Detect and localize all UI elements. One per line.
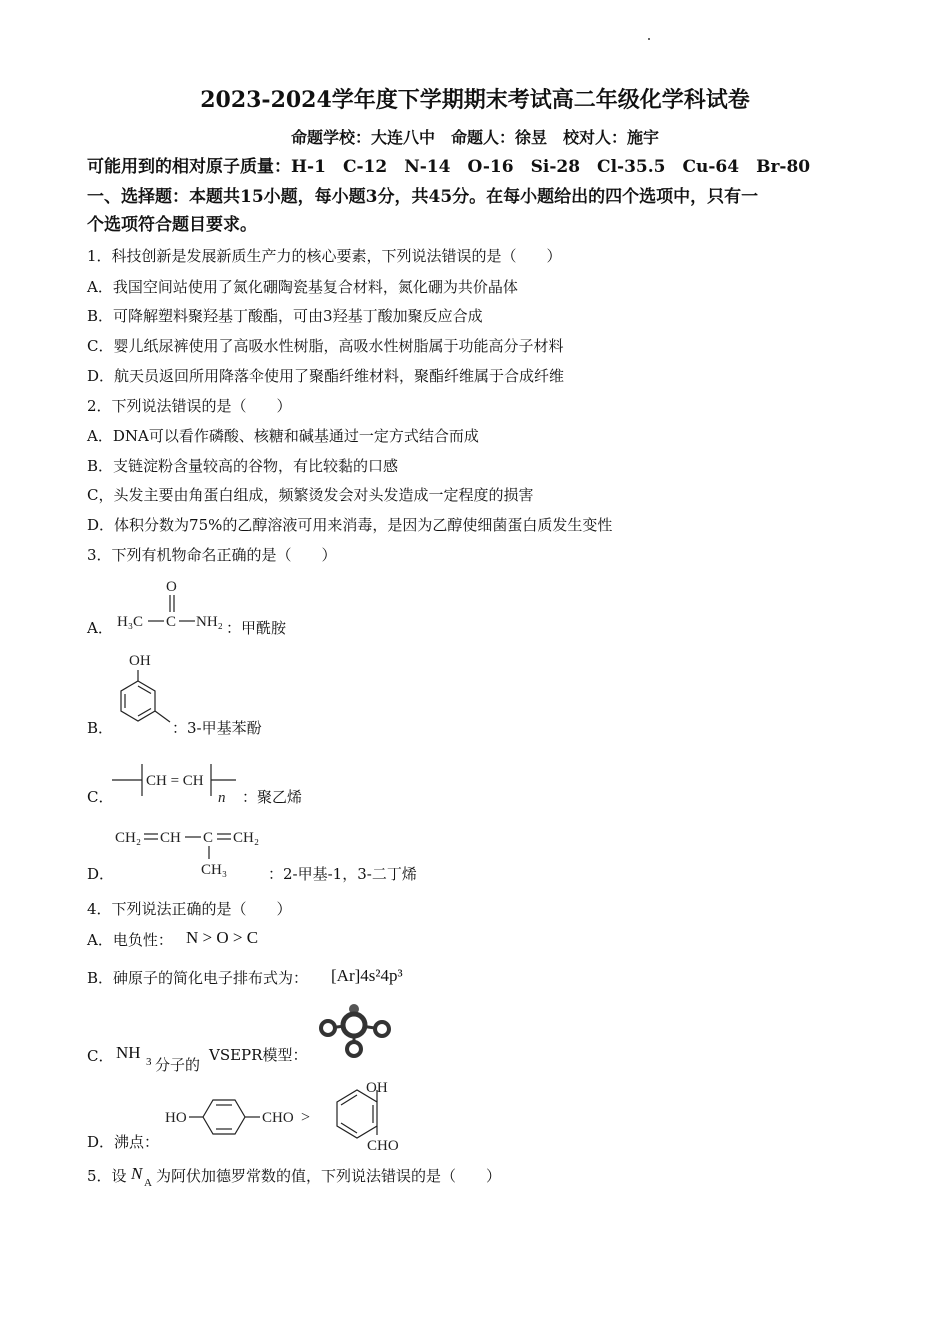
q2-option-d: D．体积分数为75%的乙醇溶液可用来消毒，是因为乙醇使细菌蛋白质发生变性 <box>87 516 613 534</box>
q4-stem: 4．下列说法正确的是（ ） <box>87 900 292 918</box>
para-ho: HO <box>165 1110 187 1126</box>
q2-option-c: C，头发主要由角蛋白组成，频繁烫发会对头发造成一定程度的损害 <box>87 486 534 504</box>
diene-ch3: CH₃ <box>201 862 228 878</box>
section1-line2: 个选项符合题目要求。 <box>87 215 257 235</box>
q4-c-nh: NH <box>116 1043 141 1062</box>
para-cho: CHO <box>262 1110 294 1126</box>
ortho-cho: CHO <box>367 1138 399 1154</box>
q4-c-mid: 分子的 <box>155 1056 201 1074</box>
acetamide-h3c: H₃C <box>117 614 144 630</box>
vsepr-model-image <box>310 1003 400 1063</box>
section1-line1: 一、选择题：本题共15小题，每小题3分，共45分。在每小题给出的四个选项中，只有一 <box>87 187 759 207</box>
diene-c: C <box>203 830 214 846</box>
q4-c-sub: 3 <box>146 1056 152 1068</box>
ortho-oh: OH <box>366 1080 388 1096</box>
q4-c-text: VSEPR模型： <box>209 1046 308 1064</box>
exam-subtitle: 命题学校：大连八中 命题人：徐昱 校对人：施宇 <box>290 128 659 147</box>
q3-b-label: B． <box>87 719 114 737</box>
acetamide-c: C <box>166 614 177 630</box>
exam-title: 2023-2024学年度下学期期末考试高二年级化学科试卷 <box>200 87 750 113</box>
diene-ch: CH <box>160 830 181 846</box>
acetamide-o: O <box>166 579 177 595</box>
q2-stem: 2．下列说法错误的是（ ） <box>87 397 292 415</box>
q4-b-label: B．砷原子的简化电子排布式为： <box>87 969 309 987</box>
q5-na: N <box>131 1164 143 1183</box>
q2-option-a: A．DNA可以看作磷酸、核糖和碱基通过一定方式结合而成 <box>87 427 479 445</box>
polymer-unit: CH = CH <box>146 773 204 789</box>
q5-stem-pre: 5．设 <box>87 1167 127 1185</box>
q2-option-b: B．支链淀粉含量较高的谷物，有比较黏的口感 <box>87 457 399 475</box>
comparison-gt: > <box>301 1109 311 1126</box>
q5-na-sub: A <box>144 1177 152 1189</box>
q3-a-name: ：甲酰胺 <box>226 619 287 637</box>
q1-option-a: A．我国空间站使用了氮化硼陶瓷基复合材料，氮化硼为共价晶体 <box>87 278 518 296</box>
q4-a-label: A．电负性： <box>87 931 173 949</box>
acetamide-nh2: NH₂ <box>196 614 223 630</box>
q3-a-label: A． <box>87 619 113 637</box>
q3-c-name: ：聚乙烯 <box>242 788 303 806</box>
q5-stem-post: 为阿伏加德罗常数的值，下列说法错误的是（ ） <box>156 1167 502 1185</box>
q1-stem: 1．科技创新是发展新质生产力的核心要素，下列说法错误的是（ ） <box>87 247 562 265</box>
methylphenol-structure <box>108 650 178 740</box>
q1-option-b: B．可降解塑料聚羟基丁酸酯，可由3羟基丁酸加聚反应合成 <box>87 307 483 325</box>
q4-c-label: C． <box>87 1047 114 1065</box>
scan-dot <box>648 38 650 40</box>
q1-option-c: C．婴儿纸尿裤使用了高吸水性树脂，高吸水性树脂属于功能高分子材料 <box>87 337 564 355</box>
q3-b-name: ：3-甲基苯酚 <box>172 719 262 737</box>
boiling-point-comparison <box>165 1080 415 1155</box>
acetamide-structure <box>115 576 235 636</box>
q3-d-label: D． <box>87 865 115 883</box>
q3-c-label: C． <box>87 788 114 806</box>
polymer-n: n <box>218 790 226 806</box>
q4-b-expr: [Ar]4s²4p³ <box>331 966 403 985</box>
q3-stem: 3．下列有机物命名正确的是（ ） <box>87 546 337 564</box>
polymer-structure <box>112 762 247 807</box>
q1-option-d: D．航天员返回所用降落伞使用了聚酯纤维材料，聚酯纤维属于合成纤维 <box>87 367 565 385</box>
methylphenol-oh: OH <box>129 653 151 669</box>
atomic-masses: 可能用到的相对原子质量：H-1 C-12 N-14 O-16 Si-28 Cl-35.5 Cu-64 Br-80 <box>87 157 811 177</box>
diene-right-ch2: CH₂ <box>233 830 260 846</box>
q4-d-label: D．沸点： <box>87 1133 160 1151</box>
q3-d-name: ：2-甲基-1，3-二丁烯 <box>268 865 417 883</box>
q4-a-expr: N > O > C <box>186 928 259 947</box>
diene-left-ch2: CH₂ <box>115 830 142 846</box>
diene-structure <box>113 822 273 882</box>
